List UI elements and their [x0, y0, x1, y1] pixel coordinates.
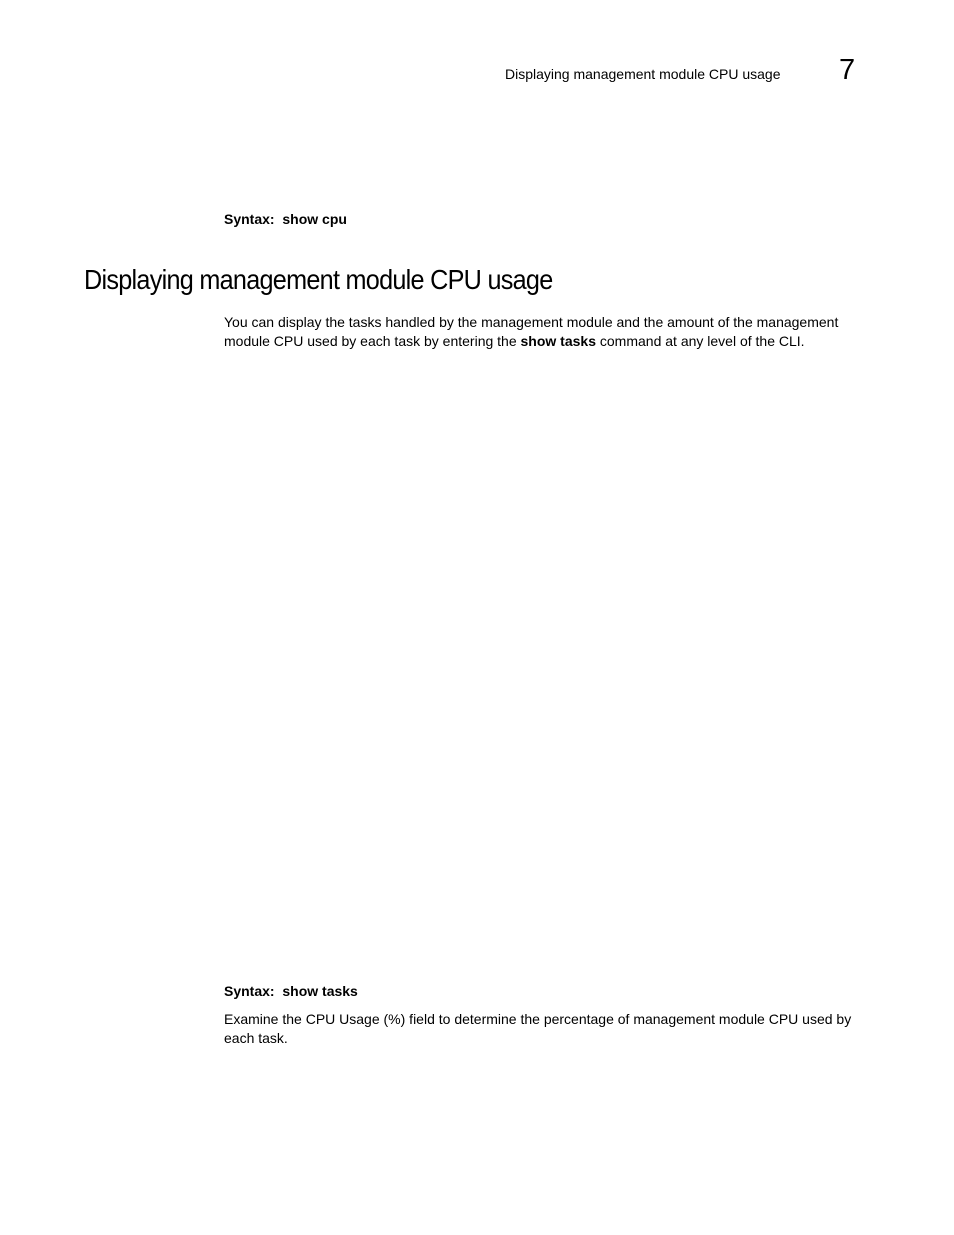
syntax-label: Syntax:: [224, 983, 275, 999]
intro-command: show tasks: [520, 333, 596, 349]
section-heading: Displaying management module CPU usage: [84, 264, 553, 295]
chapter-number: 7: [839, 54, 856, 86]
syntax-show-cpu: [224, 211, 347, 227]
syntax-command: show cpu: [282, 211, 347, 227]
intro-text-start: You can display the tasks handled by the management module and the amount of the management module CPU used by each task by entering the: [224, 314, 839, 349]
intro-text-end: command at any level of the CLI.: [596, 333, 805, 349]
intro-paragraph: [224, 313, 872, 351]
syntax-show-tasks: [224, 983, 358, 999]
syntax-command: show tasks: [282, 983, 358, 999]
cpu-usage-paragraph: Examine the CPU Usage (%) field to determine the percentage of management module CPU used by each task.: [224, 1011, 852, 1046]
syntax-label: Syntax:: [224, 211, 275, 227]
running-header: Displaying management module CPU usage: [505, 66, 781, 82]
